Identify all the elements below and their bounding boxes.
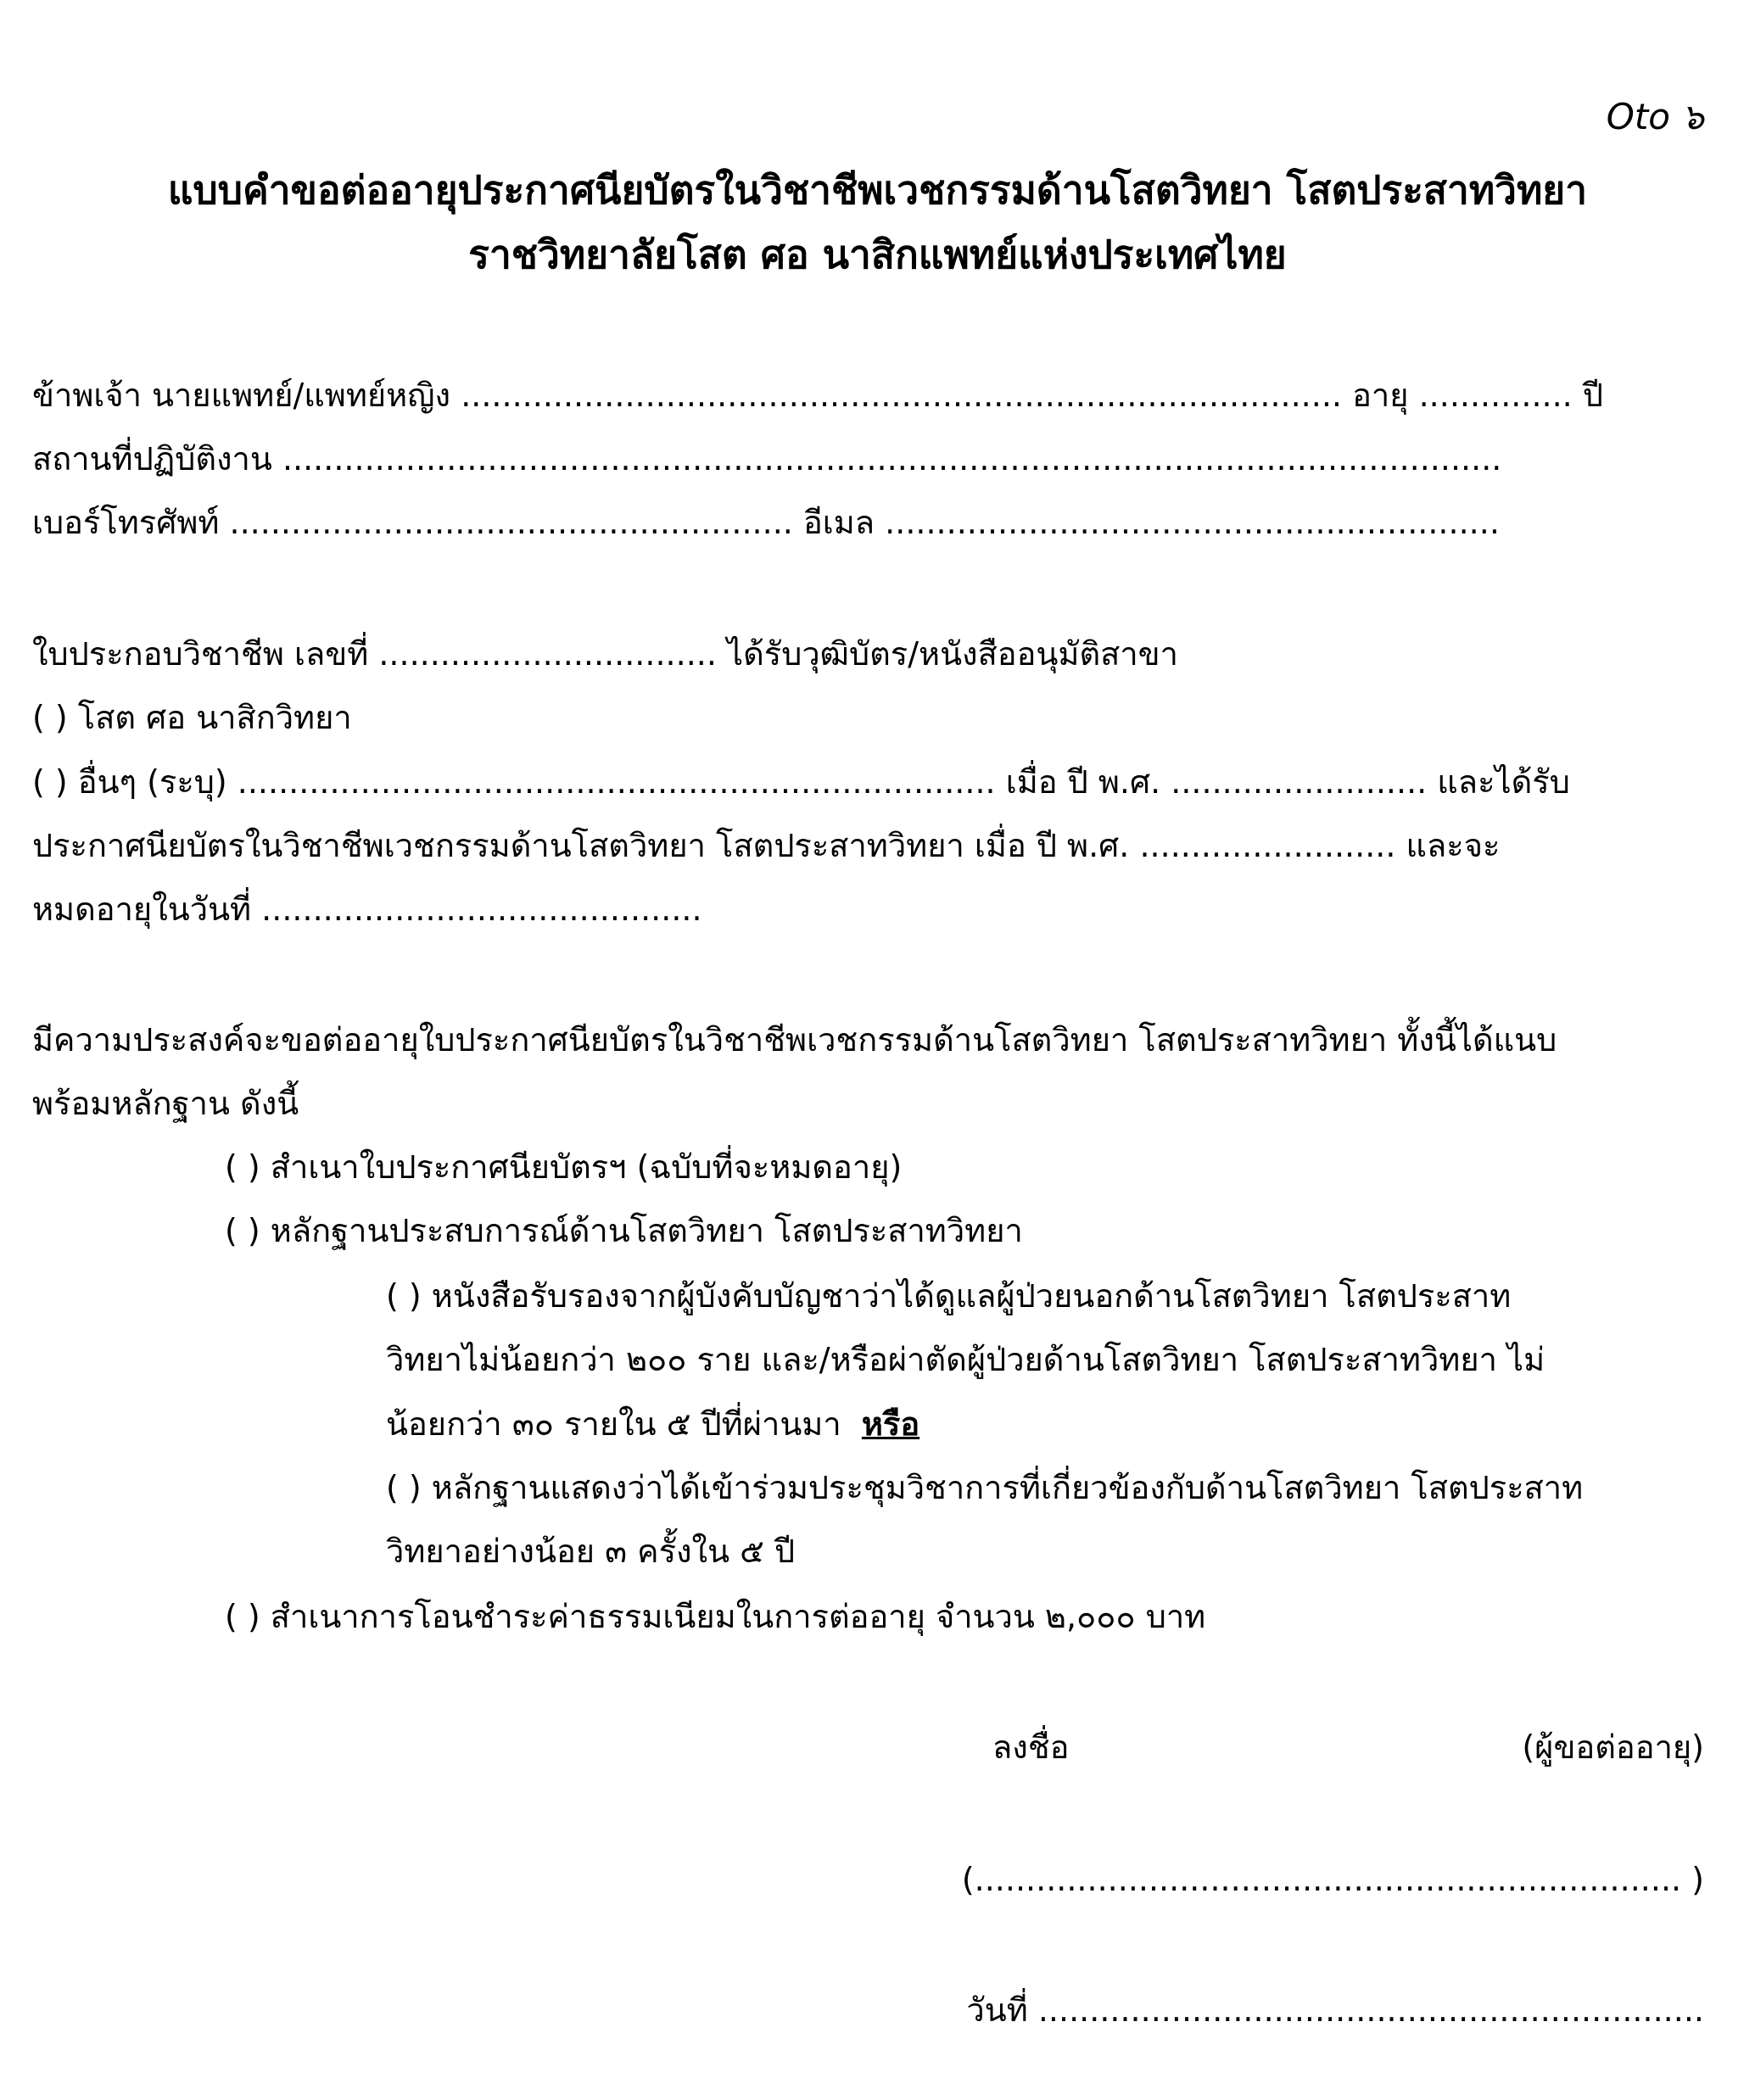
signature-name-line: (..................................................................... ) [961,1861,1704,1898]
form-code: Oto ๖ [1606,96,1704,137]
signature-role: (ผู้ขอต่ออายุ) [1522,1729,1704,1766]
certificate-year-line: ประกาศนียบัตรในวิชาชีพเวชกรรมด้านโสตวิทยา โสตประสาทวิทยา เมื่อ ปี พ.ศ. ......................... และจะ [32,827,1501,864]
signature-label: ลงชื่อ [992,1729,1070,1766]
or-emphasis: หรือ [861,1405,920,1443]
evidence-item-experience: ( ) หลักฐานประสบการณ์ด้านโสตวิทยา โสตประสาทวิทยา [225,1212,1023,1249]
evidence-sub-supervisor-letter-text: น้อยกว่า ๓๐ รายใน ๕ ปีที่ผ่านมา [386,1405,841,1443]
evidence-sub-conference-line-1: ( ) หลักฐานแสดงว่าได้เข้าร่วมประชุมวิชาการที่เกี่ยวข้องกับด้านโสตวิทยา โสตประสาท [386,1469,1584,1506]
evidence-sub-supervisor-letter-line-2: วิทยาไม่น้อยกว่า ๒๐๐ ราย และ/หรือผ่าตัดผู้ป่วยด้านโสตวิทยา โสตประสาทวิทยา ไม่ [386,1341,1545,1378]
evidence-item-fee-transfer: ( ) สำเนาการโอนชำระค่าธรรมเนียมในการต่ออายุ จำนวน ๒,๐๐๐ บาท [225,1598,1206,1635]
signature-date-line: วันที่ ................................................................. [966,1991,1704,2029]
evidence-sub-supervisor-letter-line-1: ( ) หนังสือรับรองจากผู้บังคับบัญชาว่าได้ดูแลผู้ป่วยนอกด้านโสตวิทยา โสตประสาท [386,1277,1512,1315]
license-number-line: ใบประกอบวิชาชีพ เลขที่ ................................. ได้รับวุฒิบัตร/หนังสืออนุมัติสาขา [32,635,1178,673]
expiry-date-line: หมดอายุในวันที่ ........................................... [32,891,702,928]
workplace-line: สถานที่ปฏิบัติงาน ....................................................................................................................... [32,440,1502,478]
specialty-option-other: ( ) อื่นๆ (ระบุ) .......................................................................... เมื่อ ปี พ.ศ. ......................... และได้รับ [32,763,1570,801]
applicant-name-age-line: ข้าพเจ้า นายแพทย์/แพทย์หญิง ...................................................................................... อายุ ............... ปี [32,377,1603,414]
evidence-sub-conference-line-2: วิทยาอย่างน้อย ๓ ครั้งใน ๕ ปี [386,1533,796,1570]
phone-email-line: เบอร์โทรศัพท์ ....................................................... อีเมล ............................................................ [32,504,1500,541]
form-title-line-1: แบบคำขอต่ออายุประกาศนียบัตรในวิชาชีพเวชกรรมด้านโสตวิทยา โสตประสาทวิทยา [167,167,1588,213]
evidence-sub-supervisor-letter-line-3 [386,1402,919,1446]
specialty-option-ent: ( ) โสต ศอ นาสิกวิทยา [32,699,352,736]
request-statement-line-2: พร้อมหลักฐาน ดังนี้ [32,1085,299,1122]
evidence-item-certificate-copy: ( ) สำเนาใบประกาศนียบัตรฯ (ฉบับที่จะหมดอายุ) [225,1148,903,1186]
form-title-line-2: ราชวิทยาลัยโสต ศอ นาสิกแพทย์แห่งประเทศไทย [468,232,1287,277]
request-statement-line-1: มีความประสงค์จะขอต่ออายุใบประกาศนียบัตรในวิชาชีพเวชกรรมด้านโสตวิทยา โสตประสาทวิทยา ทั้งนี้ได้แนบ [32,1021,1557,1058]
